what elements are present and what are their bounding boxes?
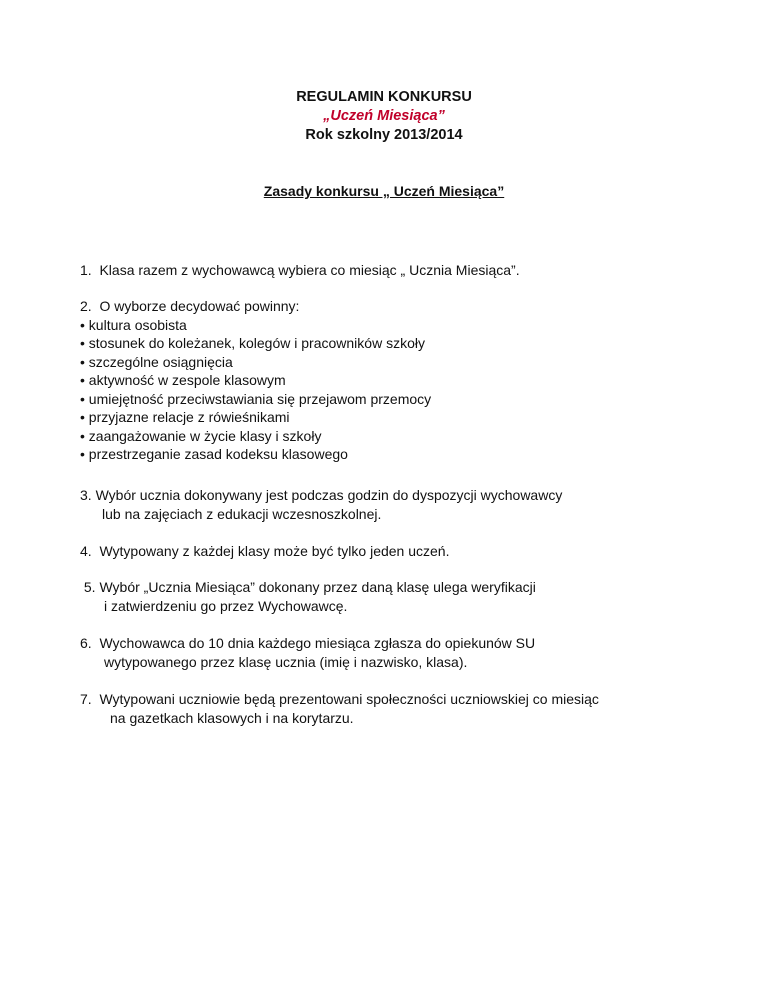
rule-4 [80,542,700,561]
rule-2-item: • szczególne osiągnięcia [80,353,233,370]
rule-1-text: 1. Klasa razem z wychowawcą wybiera co miesiąc „ Ucznia Miesiąca”. [80,262,520,278]
rule-7 [80,690,700,727]
rule-1 [80,261,700,280]
rule-3 [80,486,700,523]
rule-2 [80,297,700,464]
rule-7-line-2: na gazetkach klasowych i na korytarzu. [110,709,354,726]
section-heading-text: Zasady konkursu „ Uczeń Miesiąca” [263,183,505,199]
rule-2-item: • kultura osobista [80,316,187,333]
rule-5 [80,578,700,615]
rule-3-line-1: 3. Wybór ucznia dokonywany jest podczas godzin do dyspozycji wychowawcy [80,487,563,503]
title-block [0,88,768,145]
rule-2-item: • aktywność w zespole klasowym [80,372,286,388]
rule-5-line-2: i zatwierdzeniu go przez Wychowawcę. [104,597,348,614]
school-year: Rok szkolny 2013/2014 [305,127,463,143]
document-title: REGULAMIN KONKURSU [296,89,472,105]
rule-7-line-1: 7. Wytypowani uczniowie będą prezentowani społeczności uczniowskiej co miesiąc [80,691,599,707]
rule-3-line-2: lub na zajęciach z edukacji wczesnoszkolnej. [102,505,382,522]
rule-2-item: • stosunek do koleżanek, kolegów i pracowników szkoły [80,335,425,351]
rule-2-item: • umiejętność przeciwstawiania się przejawom przemocy [80,390,432,407]
rule-2-item: • przyjazne relacje z rówieśnikami [80,409,290,425]
rule-6 [80,634,700,671]
rule-4-text: 4. Wytypowany z każdej klasy może być tylko jeden uczeń. [80,543,450,559]
rule-6-line-2: wytypowanego przez klasę ucznia (imię i nazwisko, klasa). [104,653,468,670]
document-subtitle: „Uczeń Miesiąca” [323,108,445,124]
rule-2-item: • przestrzeganie zasad kodeksu klasowego [80,446,348,462]
rule-2-intro: 2. O wyborze decydować powinny: [80,298,300,314]
section-heading [0,183,768,199]
rule-2-item: • zaangażowanie w życie klasy i szkoły [80,427,322,444]
rule-6-line-1: 6. Wychowawca do 10 dnia każdego miesiąca zgłasza do opiekunów SU [80,635,536,651]
rule-5-line-1: 5. Wybór „Ucznia Miesiąca” dokonany przez daną klasę ulega weryfikacji [80,579,536,595]
